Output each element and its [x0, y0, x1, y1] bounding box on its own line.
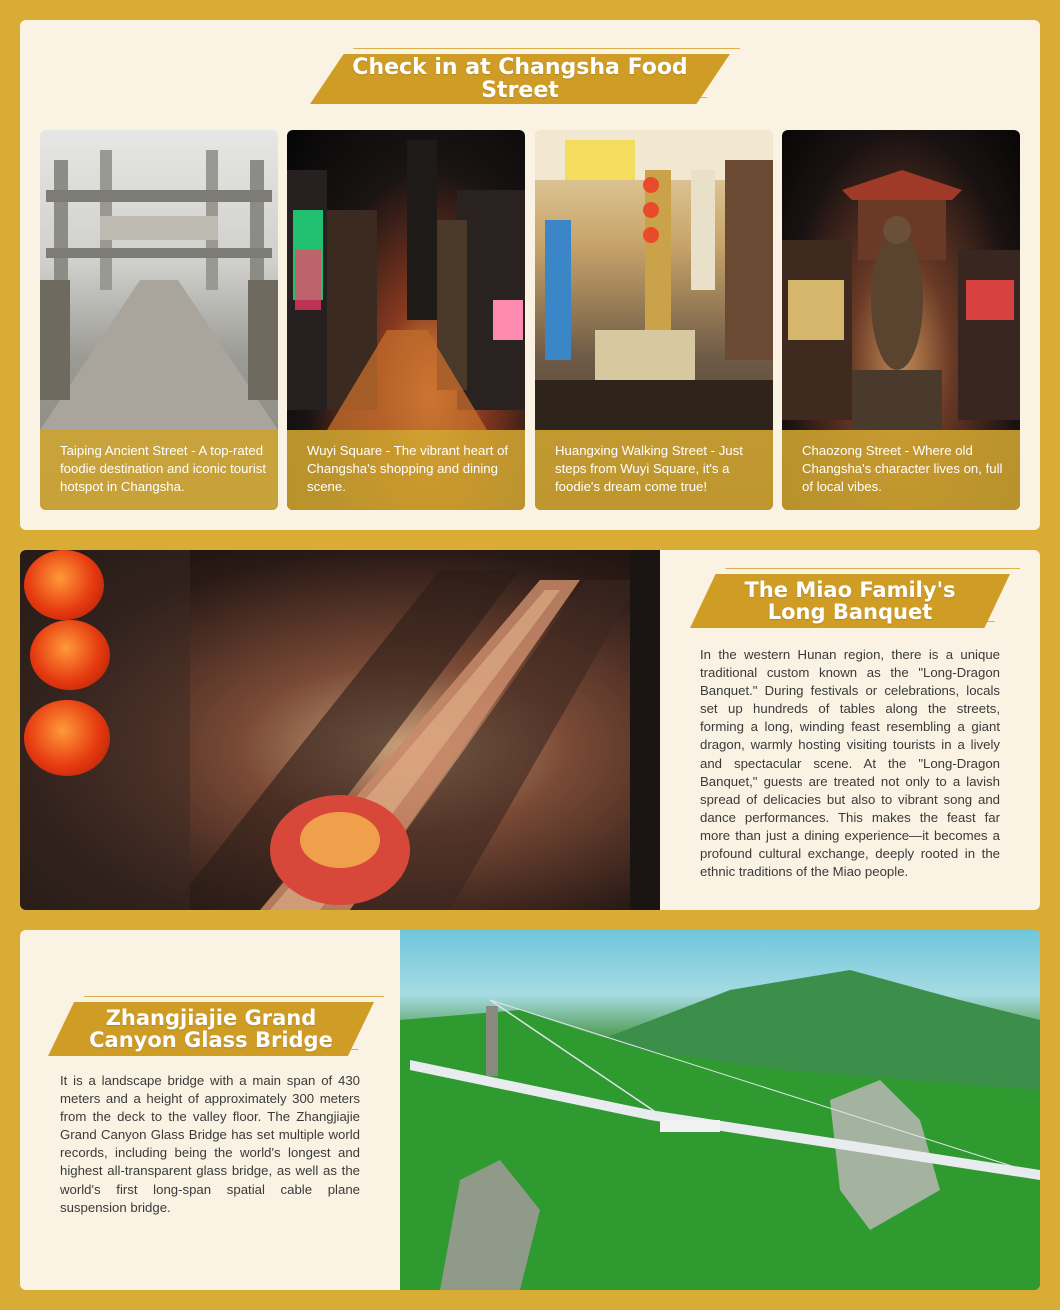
miao-banquet-title-ribbon [690, 574, 1010, 628]
red-lantern-icon [24, 550, 104, 620]
food-street-section [20, 20, 1040, 530]
food-street-title-ribbon [310, 54, 730, 104]
glass-bridge-photo [400, 930, 1040, 1290]
miao-banquet-section [20, 550, 1040, 910]
red-lantern-icon [30, 620, 110, 690]
glass-bridge-description: It is a landscape bridge with a main span of 430 meters and a height of approximately 300 meters from the deck to the valley floor. The Zhangjiajie Grand Canyon Glass Bridge has set multiple world records, including being the world's longest and highest all-transparent glass bridge, as well as the world's first long-span spatial cable plane suspension bridge. [60, 1073, 360, 1215]
food-card-chaozong[interactable] [782, 130, 1020, 510]
glass-bridge-title: Zhangjiajie Grand Canyon Glass Bridge [89, 1005, 333, 1052]
food-card-caption: Wuyi Square - The vibrant heart of Changsha's shopping and dining scene. [287, 430, 525, 510]
miao-banquet-description: In the western Hunan region, there is a unique traditional custom known as the "Long-Dragon Banquet." During festivals or celebrations, locals set up hundreds of tables along the streets, forming a long, winding feast resembling a giant dragon, warmly hosting visiting tourists in a lively and spectacular scene. At the "Long-Dragon Banquet," guests are treated not only to a lavish spread of delicacies but also to vibrant song and dance performances. This makes the feast far more than just a dining experience—it becomes a profound cultural exchange, deeply rooted in the ethnic traditions of the Miao people. [700, 647, 1000, 880]
long-banquet-photo [20, 550, 660, 910]
red-lantern-icon [24, 700, 110, 776]
glass-bridge-title-ribbon [48, 1002, 374, 1056]
food-card-caption: Huangxing Walking Street - Just steps from Wuyi Square, it's a foodie's dream come true! [535, 430, 773, 510]
food-street-title: Check in at Changsha Food Street [352, 54, 688, 103]
miao-banquet-title: The Miao Family's Long Banquet [744, 577, 956, 624]
food-card-taiping[interactable] [40, 130, 278, 510]
food-card-caption: Chaozong Street - Where old Changsha's character lives on, full of local vibes. [782, 430, 1020, 510]
food-card-caption: Taiping Ancient Street - A top-rated foodie destination and iconic tourist hotspot in Changsha. [40, 430, 278, 510]
glass-bridge-section [20, 930, 1040, 1290]
food-card-wuyi[interactable] [287, 130, 525, 510]
food-card-huangxing[interactable] [535, 130, 773, 510]
